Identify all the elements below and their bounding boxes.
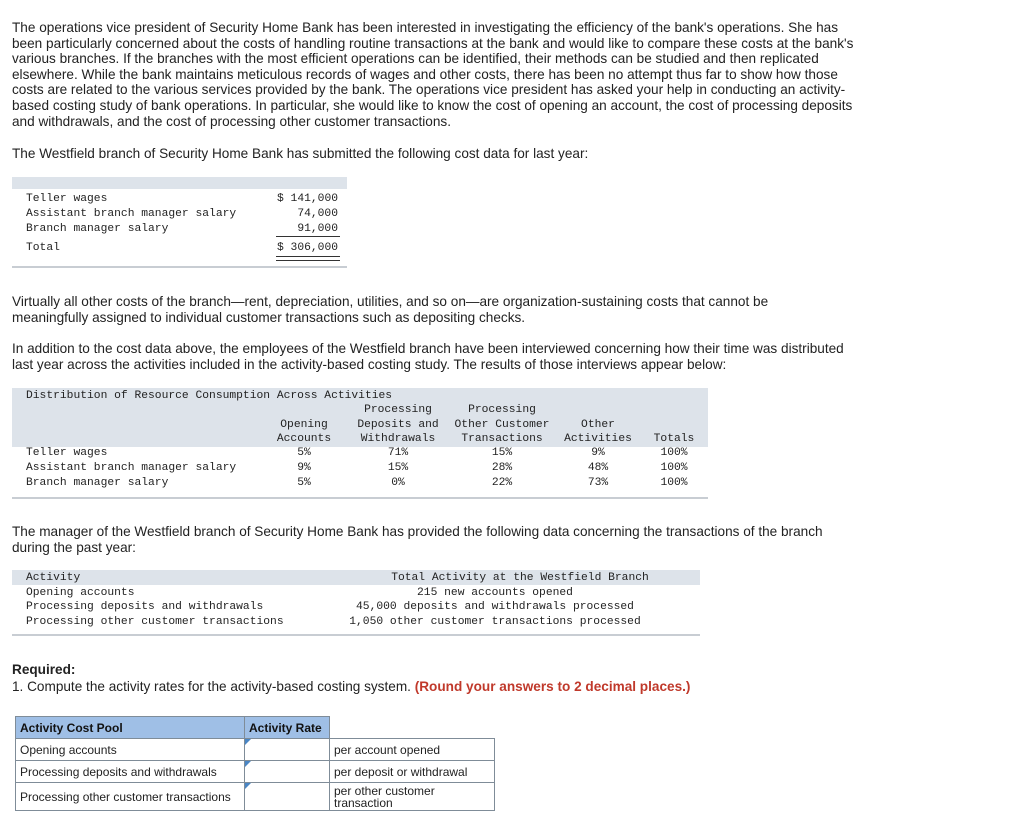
col-activity-cost-pool: Activity Cost Pool: [16, 717, 245, 739]
distribution-cell: 28%: [491, 462, 513, 474]
distribution-cell: 0%: [391, 477, 405, 489]
cost-pool-label: Opening accounts: [16, 739, 245, 761]
col-header-other-activities: Activities: [564, 433, 632, 445]
question-text: 1. Compute the activity rates for the activity-based costing system.: [12, 679, 411, 694]
cost-row-amount: 91,000: [297, 223, 338, 235]
cost-row-label: Assistant branch manager salary: [26, 208, 237, 220]
activity-rate-cell: [245, 783, 330, 811]
intro-paragraph: The operations vice president of Security Home Bank has been interested in investigating the efficiency of the bank's operations. She has been particularly concerned about the costs of handling routine transactions at the bank and would like to compare these costs at the bank's various branches. If the branches with the most efficient operations can be identified, their methods can be studied and then replicated elsewhere. While the bank maintains meticulous records of wages and other costs, there has been no attempt thus far to show how those costs are related to the various services provided by the bank. The operations vice president has asked your help in conducting an activity-based costing study of bank operations. In particular, she would like to know the cost of opening an account, the cost of processing deposits and withdrawals, and the cost of processing other customer transactions.: [12, 20, 854, 129]
cost-row-label: Branch manager salary: [26, 223, 169, 235]
cost-pool-label: Processing deposits and withdrawals: [16, 761, 245, 783]
required-label: Required:: [12, 662, 76, 677]
col-header-deposits: Processing: [364, 404, 432, 416]
header-blank: [330, 717, 495, 739]
distribution-cell: 71%: [387, 447, 409, 459]
distribution-cell: 100%: [660, 462, 688, 474]
distribution-bottom-rule: [12, 497, 708, 499]
total-double-rule: [276, 256, 340, 261]
col-header-other-transactions: Transactions: [461, 433, 543, 445]
distribution-row-label: Teller wages: [26, 447, 108, 459]
cost-row-amount: $ 141,000: [276, 193, 338, 205]
activity-rate-cell: [245, 739, 330, 761]
col-header-opening: Accounts: [276, 433, 332, 445]
input-marker-icon: [245, 761, 251, 767]
rate-unit: [330, 783, 495, 811]
col-header-other-transactions: Processing: [468, 404, 536, 416]
interview-paragraph: In addition to the cost data above, the employees of the Westfield branch have been interviewed concerning how their time was distributed last year across the activities included in the activity-based costing study. The results of those interviews appear below:: [12, 341, 844, 372]
activity-rate-input-opening-accounts[interactable]: [245, 739, 329, 760]
activity-name: Opening accounts: [26, 587, 135, 599]
col-header-totals: Totals: [653, 433, 695, 445]
input-marker-icon: [245, 739, 251, 745]
distribution-cell: 5%: [297, 477, 311, 489]
col-header-deposits: Deposits and: [357, 419, 439, 431]
cost-row-amount: 74,000: [297, 208, 338, 220]
activity-name: Processing deposits and withdrawals: [26, 601, 264, 613]
rate-unit-line: transaction: [334, 795, 393, 810]
col-header-other-transactions: Other Customer: [454, 419, 550, 431]
activity-total: 1,050 other customer transactions processed: [349, 616, 641, 628]
rate-unit-line: per other customer: [334, 783, 435, 798]
transactions-paragraph: The manager of the Westfield branch of Security Home Bank has provided the following data concerning the transactions of the branch during the past year:: [12, 524, 823, 555]
activity-name: Processing other customer transactions: [26, 616, 284, 628]
rounding-note: (Round your answers to 2 decimal places.): [414, 679, 691, 694]
distribution-cell: 5%: [297, 447, 311, 459]
distribution-cell: 73%: [587, 477, 609, 489]
distribution-title: Distribution of Resource Consumption Across Activities: [26, 390, 393, 402]
activity-total: 45,000 deposits and withdrawals processed: [356, 601, 634, 613]
distribution-row-label: Branch manager salary: [26, 477, 169, 489]
activity-rate-cell: [245, 761, 330, 783]
rate-unit: per deposit or withdrawal: [330, 761, 495, 783]
activity-rate-input-deposits-withdrawals[interactable]: [245, 761, 329, 782]
distribution-cell: 15%: [387, 462, 409, 474]
activity-header: Activity: [26, 572, 81, 584]
cost-pool-label: Processing other customer transactions: [16, 783, 245, 811]
org-sustaining-paragraph: Virtually all other costs of the branch—rent, depreciation, utilities, and so on—are organization-sustaining costs that cannot be meaningfully assigned to individual customer transactions such as depositing checks.: [12, 294, 769, 325]
total-activity-header: Total Activity at the Westfield Branch: [391, 572, 649, 584]
cost-data-intro: The Westfield branch of Security Home Bank has submitted the following cost data for last year:: [12, 146, 589, 161]
distribution-cell: 100%: [660, 447, 688, 459]
activity-total: 215 new accounts opened: [417, 587, 573, 599]
activity-bottom-rule: [12, 634, 700, 636]
cost-table-bottom-rule: [12, 266, 347, 268]
col-header-other-activities: Other: [581, 419, 615, 431]
required-question: [12, 679, 690, 694]
rate-unit: per account opened: [330, 739, 495, 761]
input-marker-icon: [245, 783, 251, 789]
distribution-cell: 9%: [591, 447, 605, 459]
activity-rate-input-other-transactions[interactable]: [245, 786, 329, 807]
cost-total-label: Total: [26, 242, 60, 254]
distribution-cell: 22%: [491, 477, 513, 489]
col-activity-rate: Activity Rate: [245, 717, 330, 739]
col-header-deposits: Withdrawals: [360, 433, 436, 445]
subtotal-rule: [276, 236, 340, 237]
distribution-cell: 15%: [491, 447, 513, 459]
distribution-cell: 100%: [660, 477, 688, 489]
cost-row-label: Teller wages: [26, 193, 108, 205]
distribution-cell: 9%: [297, 462, 311, 474]
distribution-cell: 48%: [587, 462, 609, 474]
cost-total-amount: $ 306,000: [276, 242, 338, 254]
activity-rate-answer-table: [15, 716, 495, 811]
col-header-opening: Opening: [280, 419, 328, 431]
distribution-row-label: Assistant branch manager salary: [26, 462, 237, 474]
cost-table-header-band: [12, 177, 347, 189]
